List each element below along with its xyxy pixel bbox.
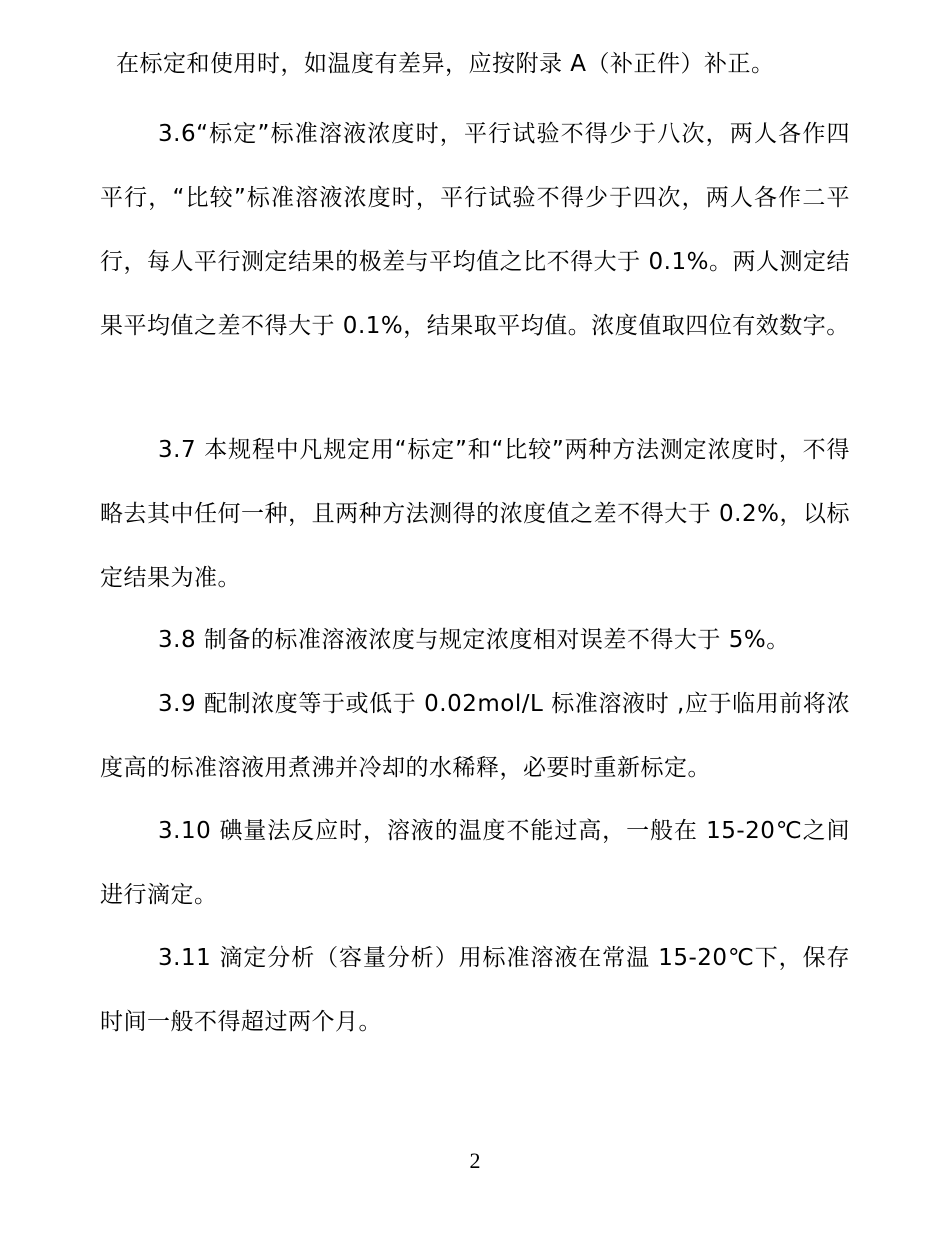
paragraph-3-8: 3.8 制备的标准溶液浓度与规定浓度相对误差不得大于 5%。 [158, 627, 790, 653]
paragraph-3-7: 3.7 本规程中凡规定用“标定”和“比较”两种方法测定浓度时，不得略去其中任何一种，且两种方法测得的浓度值之差不得大于 0.2%，以标定结果为准。 [100, 437, 850, 591]
paragraph-3-11: 3.11 滴定分析（容量分析）用标准溶液在常温 15-20℃下，保存时间一般不得超过两个月。 [100, 945, 850, 1035]
paragraph-3-10: 3.10 碘量法反应时，溶液的温度不能过高，一般在 15-20℃之间进行滴定。 [100, 818, 850, 908]
paragraph-continuation: 在标定和使用时，如温度有差异，应按附录 A（补正件）补正。 [116, 51, 775, 77]
paragraph-3-9: 3.9 配制浓度等于或低于 0.02mol/L 标准溶液时 ,应于临用前将浓度高的标准溶液用煮沸并冷却的水稀释，必要时重新标定。 [100, 691, 850, 781]
page-number: 2 [469, 1148, 481, 1173]
paragraph-3-6: 3.6“标定”标准溶液浓度时，平行试验不得少于八次，两人各作四平行，“比较”标准溶液浓度时，平行试验不得少于四次，两人各作二平行，每人平行测定结果的极差与平均值之比不得大于 0.1%。两人测定结果平均值之差不得大于 0.1%，结果取平均值。浓度值取四位有效数字。 [100, 121, 850, 339]
